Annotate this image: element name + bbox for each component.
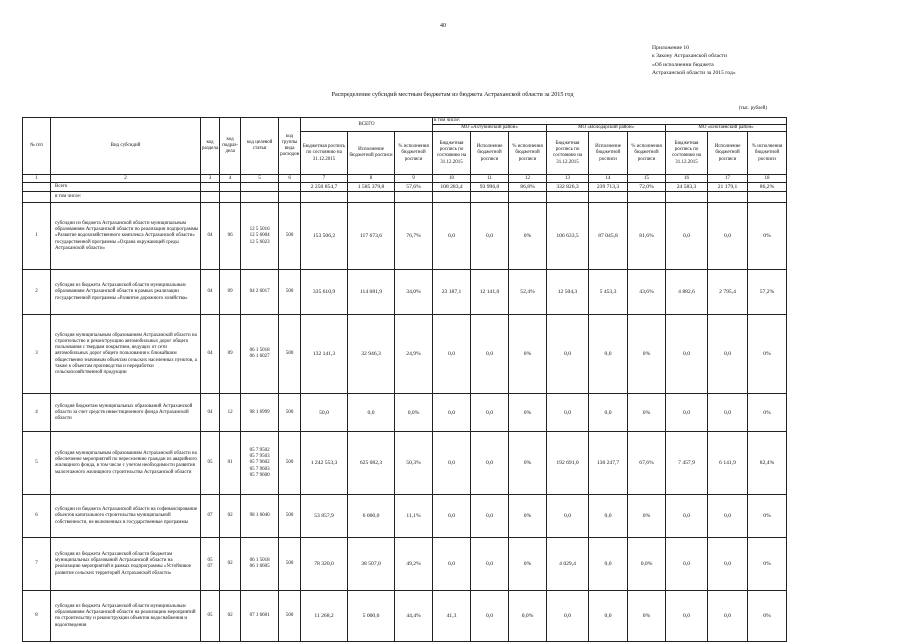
empty-cell [471, 192, 509, 203]
table-row [23, 432, 787, 495]
header-in-that: в том числе: [433, 118, 787, 125]
row-number: 5 [23, 432, 51, 495]
value-cell: 0,0 [547, 315, 589, 394]
expense-group-code: 500 [279, 315, 301, 394]
subsidy-name: субсидии из бюджета Астраханской области муниципальным образованиям Астраханской области по реализации подпрограммы «Развитие водохозяйственного комплекса Астраханской области» государственной программы «Охрана окружающей среды Астраханской области» [51, 203, 201, 270]
value-cell: 0,0 [471, 591, 509, 642]
header-mo-enotaevsky: МО «Енотаевский район» [666, 125, 787, 132]
value-cell: 1 242 553,3 [301, 432, 348, 495]
value-cell: 0,0 [666, 203, 708, 270]
value-cell: 12 504,3 [547, 270, 589, 315]
value-cell: 0% [748, 495, 787, 538]
column-number: 15 [628, 175, 666, 183]
subsidy-name: субсидия из бюджета Астраханской области муниципальным образованиям Астраханской области на реализацию мероприятий по строительству и реконструкции объектов водоснабжения и водоотведения [51, 591, 201, 642]
value-cell: 0,0 [589, 315, 628, 394]
total-label: Всего [51, 183, 201, 192]
razdel-code: 04 [201, 270, 220, 315]
podrazdel-code: 12 [220, 394, 241, 432]
column-number: 17 [708, 175, 748, 183]
value-cell: 0,0 [589, 495, 628, 538]
value-cell: 0,0 [708, 394, 748, 432]
header-num: № п/п [23, 118, 51, 175]
header-mo-volodarsky: МО «Володарский район» [547, 125, 666, 132]
header-pct: % исполнения бюджетной росписи [628, 132, 666, 175]
header-mo-akhtubinsky: МО «Ахтубинский район» [433, 125, 547, 132]
value-cell: 0% [509, 495, 547, 538]
appendix-line: Приложение 10 [652, 45, 690, 51]
table-row [23, 270, 787, 315]
value-cell: 0,0 [666, 591, 708, 642]
subsidy-table [22, 117, 787, 642]
target-article-code: 98 1 6040 [241, 495, 279, 538]
value-cell: 0,0 [708, 315, 748, 394]
column-number: 9 [395, 175, 433, 183]
empty-cell [589, 192, 628, 203]
razdel-code: 05 [201, 432, 220, 495]
value-cell: 5 453,3 [589, 270, 628, 315]
value-cell: 0,0 [547, 591, 589, 642]
appendix-line: к Закону Астраханской области [652, 53, 727, 60]
table-row [23, 495, 787, 538]
header-pct: % исполнения бюджетной росписи [748, 132, 787, 175]
empty-cell [628, 192, 666, 203]
total-value: 239 713,3 [589, 183, 628, 192]
value-cell: 4 882,6 [666, 270, 708, 315]
value-cell: 0,0 [708, 538, 748, 591]
value-cell: 67,6% [628, 432, 666, 495]
empty-cell [201, 183, 220, 192]
podrazdel-code: 09 [220, 270, 241, 315]
empty-cell [547, 192, 589, 203]
value-cell: 0,0 [708, 203, 748, 270]
empty-cell [241, 183, 279, 192]
empty-cell [748, 192, 787, 203]
total-value: 108 283,4 [433, 183, 471, 192]
expense-group-code: 500 [279, 394, 301, 432]
row-number: 1 [23, 203, 51, 270]
podrazdel-code: 01 [220, 432, 241, 495]
value-cell: 7 457,9 [666, 432, 708, 495]
value-cell: 0,0 [547, 394, 589, 432]
value-cell: 12 141,0 [471, 270, 509, 315]
value-cell: 0,0 [433, 394, 471, 432]
header-name: Вид субсидий [51, 118, 201, 175]
table-row [23, 315, 787, 394]
header-plan: Бюджетная роспись по состоянию на 31.12.2015 [433, 132, 471, 175]
value-cell: 106 633,5 [547, 203, 589, 270]
target-article-code: 04 2 6017 [241, 270, 279, 315]
header-plan: Бюджетная роспись по состоянию на 31.12.2015 [666, 132, 708, 175]
value-cell: 0,0 [708, 591, 748, 642]
row-number: 2 [23, 270, 51, 315]
value-cell: 0,0 [708, 495, 748, 538]
value-cell: 0% [748, 591, 787, 642]
column-number: 2 [51, 175, 201, 183]
column-number: 3 [201, 175, 220, 183]
value-cell: 0,0 [666, 495, 708, 538]
value-cell: 0% [509, 315, 547, 394]
value-cell: 0,0 [433, 538, 471, 591]
column-number: 11 [471, 175, 509, 183]
target-article-code: 07 1 6601 [241, 591, 279, 642]
expense-group-code: 500 [279, 591, 301, 642]
subsidy-name: субсидия из бюджета Астраханской области бюджетам муниципальных образований Астраханской области на реализацию мероприятий в рамках подпрограммы «Устойчивое развитие сельских территорий Астраханской области» [51, 538, 201, 591]
row-number: 8 [23, 591, 51, 642]
table-row [23, 203, 787, 270]
podrazdel-code: 02 [220, 495, 241, 538]
razdel-code: 04 [201, 315, 220, 394]
empty-cell [241, 192, 279, 203]
value-cell: 24,9% [395, 315, 433, 394]
column-number: 4 [220, 175, 241, 183]
target-article-code: 12 5 5016 12 5 6004 12 5 6023 [241, 203, 279, 270]
column-number: 1 [23, 175, 51, 183]
value-cell: 53 857,9 [301, 495, 348, 538]
empty-cell [348, 192, 395, 203]
appendix-line: «Об исполнении бюджета [652, 61, 714, 68]
value-cell: 153 506,2 [301, 203, 348, 270]
total-num [23, 183, 51, 192]
value-cell: 6 141,9 [708, 432, 748, 495]
value-cell: 0,0 [348, 394, 395, 432]
value-cell: 0% [748, 315, 787, 394]
expense-group-code: 500 [279, 538, 301, 591]
value-cell: 114 081,9 [348, 270, 395, 315]
column-number: 16 [666, 175, 708, 183]
value-cell: 82,4% [748, 432, 787, 495]
value-cell: 0,0 [666, 315, 708, 394]
value-cell: 11,1% [395, 495, 433, 538]
header-fact: Исполнение бюджетной росписи [471, 132, 509, 175]
appendix-note [652, 44, 736, 78]
value-cell: 0% [509, 538, 547, 591]
appendix-line: Астраханской области за 2015 год» [652, 70, 736, 77]
empty-cell [433, 192, 471, 203]
value-cell: 130 247,7 [589, 432, 628, 495]
value-cell: 0,0% [628, 538, 666, 591]
value-cell: 0% [748, 538, 787, 591]
empty-cell [220, 183, 241, 192]
column-number: 12 [509, 175, 547, 183]
value-cell: 0,0 [471, 495, 509, 538]
total-value: 93 996,0 [471, 183, 509, 192]
empty-cell [201, 192, 220, 203]
value-cell: 52,4% [509, 270, 547, 315]
empty-cell [395, 192, 433, 203]
header-total: ВСЕГО [301, 118, 433, 132]
empty-cell [279, 192, 301, 203]
razdel-code: 05 [201, 591, 220, 642]
value-cell: 0% [509, 203, 547, 270]
total-value: 57,6% [395, 183, 433, 192]
razdel-code: 05 07 [201, 538, 220, 591]
value-cell: 34,0% [395, 270, 433, 315]
header-plan: Бюджетная роспись по состоянию на 31.12.2015 [301, 132, 348, 175]
header-target-article: код целевой статьи [241, 118, 279, 175]
column-number: 14 [589, 175, 628, 183]
empty-cell [708, 192, 748, 203]
expense-group-code: 500 [279, 495, 301, 538]
column-number: 10 [433, 175, 471, 183]
total-value: 21 179,1 [708, 183, 748, 192]
header-pct: % исполнения бюджетной росписи [395, 132, 433, 175]
value-cell: 117 673,6 [348, 203, 395, 270]
value-cell: 0% [628, 495, 666, 538]
value-cell: 132 141,3 [301, 315, 348, 394]
empty-cell [666, 192, 708, 203]
page-number: 40 [440, 23, 446, 29]
value-cell: 0,0 [433, 495, 471, 538]
empty-cell [509, 192, 547, 203]
value-cell: 0,0 [589, 591, 628, 642]
razdel-code: 04 [201, 203, 220, 270]
value-cell: 87 045,8 [589, 203, 628, 270]
value-cell: 0,0 [589, 394, 628, 432]
header-fact: Исполнение бюджетной росписи [589, 132, 628, 175]
value-cell: 43,6% [628, 270, 666, 315]
value-cell: 625 082,3 [348, 432, 395, 495]
column-number-row [23, 175, 787, 183]
value-cell: 0% [748, 203, 787, 270]
value-cell: 78 320,0 [301, 538, 348, 591]
value-cell: 2 795,4 [708, 270, 748, 315]
expense-group-code: 500 [279, 270, 301, 315]
row-number: 6 [23, 495, 51, 538]
header-expense-group: код группы вида расходов [279, 118, 301, 175]
podrazdel-code: 09 [220, 315, 241, 394]
value-cell: 0% [509, 432, 547, 495]
value-cell: 0,0 [666, 394, 708, 432]
target-article-code: 06 1 5018 06 1 6605 [241, 538, 279, 591]
total-value: 86,8% [509, 183, 547, 192]
header-razdel: код раздела [201, 118, 220, 175]
total-value: 24 583,3 [666, 183, 708, 192]
value-cell: 38 507,0 [348, 538, 395, 591]
target-article-code: 06 1 5018 06 1 6027 [241, 315, 279, 394]
value-cell: 0,0 [666, 538, 708, 591]
column-number: 18 [748, 175, 787, 183]
value-cell: 4 029,4 [547, 538, 589, 591]
header-fact: Исполнение бюджетной росписи [348, 132, 395, 175]
empty-cell [301, 192, 348, 203]
value-cell: 32 946,3 [348, 315, 395, 394]
document-title: Распределение субсидий местным бюджетам из бюджета Астраханской области за 2015 год [331, 91, 574, 98]
value-cell: 0,0% [509, 591, 547, 642]
in-that-label: в том числе: [51, 192, 201, 203]
total-value: 2 250 854,7 [301, 183, 348, 192]
value-cell: 0,0 [471, 538, 509, 591]
empty-cell [220, 192, 241, 203]
table-row [23, 394, 787, 432]
value-cell: 41,3 [433, 591, 471, 642]
value-cell: 0% [628, 315, 666, 394]
empty-cell [23, 192, 51, 203]
header-podrazdel: код подраз-дела [220, 118, 241, 175]
header-fact: Исполнение бюджетной росписи [708, 132, 748, 175]
value-cell: 0% [509, 394, 547, 432]
value-cell: 76,7% [395, 203, 433, 270]
value-cell: 11 268,2 [301, 591, 348, 642]
column-number: 5 [241, 175, 279, 183]
value-cell: 23 187,1 [433, 270, 471, 315]
row-number: 7 [23, 538, 51, 591]
table-body [23, 183, 787, 642]
value-cell: 0,0 [471, 203, 509, 270]
razdel-code: 04 [201, 394, 220, 432]
value-cell: 49,2% [395, 538, 433, 591]
expense-group-code: 500 [279, 432, 301, 495]
column-number: 8 [348, 175, 395, 183]
subsidy-name: субсидия бюджетам муниципальных образований Астраханской области за счет средств инвестиционного фонда Астраханской области [51, 394, 201, 432]
value-cell: 192 691,0 [547, 432, 589, 495]
total-value: 1 585 379,8 [348, 183, 395, 192]
value-cell: 0,0 [433, 203, 471, 270]
value-cell: 50,3% [395, 432, 433, 495]
value-cell: 6 000,0 [348, 495, 395, 538]
table-row [23, 538, 787, 591]
value-cell: 0% [748, 394, 787, 432]
value-cell: 44,4% [395, 591, 433, 642]
target-article-code: 98 1 6999 [241, 394, 279, 432]
value-cell: 0% [628, 394, 666, 432]
value-cell: 0% [628, 591, 666, 642]
total-value: 72,0% [628, 183, 666, 192]
podrazdel-code: 02 [220, 591, 241, 642]
value-cell: 5 000,0 [348, 591, 395, 642]
table-header [23, 118, 787, 183]
value-cell: 0,0 [471, 432, 509, 495]
header-plan: Бюджетная роспись по состоянию на 31.12.2015 [547, 132, 589, 175]
in-that-row [23, 192, 787, 203]
target-article-code: 05 7 9502 05 7 9503 05 7 9602 05 7 9603 05 7 9600 [241, 432, 279, 495]
subsidy-name: субсидия муниципальным образованиям Астраханской области на строительство и реконструкцию автомобильных дорог общего пользования с твердым покрытием, ведущих от сети автомобильных дорог общего пользования к ближайшим общественно значимым объектам сельских населенных пунктов, а также к объектам производства и переработки сельскохозяйственной продукции [51, 315, 201, 394]
value-cell: 57,2% [748, 270, 787, 315]
expense-group-code: 500 [279, 203, 301, 270]
razdel-code: 07 [201, 495, 220, 538]
subsidy-name: субсидии из бюджета Астраханской области на софинансирование объектов капитального строительства муниципальной собственности, не включенных в государственные программы [51, 495, 201, 538]
row-number: 3 [23, 315, 51, 394]
value-cell: 0,0 [471, 394, 509, 432]
value-cell: 335 610,9 [301, 270, 348, 315]
total-value: 86,2% [748, 183, 787, 192]
column-number: 7 [301, 175, 348, 183]
value-cell: 81,6% [628, 203, 666, 270]
value-cell: 0,0 [471, 315, 509, 394]
table-row [23, 591, 787, 642]
total-row [23, 183, 787, 192]
podrazdel-code: 02 [220, 538, 241, 591]
value-cell: 0,0 [433, 432, 471, 495]
podrazdel-code: 06 [220, 203, 241, 270]
header-pct: % исполнения бюджетной росписи [509, 132, 547, 175]
value-cell: 0,0% [395, 394, 433, 432]
row-number: 4 [23, 394, 51, 432]
column-number: 6 [279, 175, 301, 183]
value-cell: 0,0 [433, 315, 471, 394]
value-cell: 0,0 [547, 495, 589, 538]
value-cell: 50,0 [301, 394, 348, 432]
total-value: 332 826,3 [547, 183, 589, 192]
subsidy-name: субсидия муниципальным образованиям Астраханской области на обеспечение мероприятий по переселению граждан из аварийного жилищного фонда, в том числе с учетом необходимости развития малоэтажного жилищного строительства Астраханской области [51, 432, 201, 495]
units-note: (тыс. рублей) [738, 106, 767, 111]
subsidy-name: субсидия из бюджета Астраханской области муниципальным образованиям Астраханской области в рамках реализации государственной программы «Развитие дорожного хозяйства» [51, 270, 201, 315]
empty-cell [279, 183, 301, 192]
column-number: 13 [547, 175, 589, 183]
value-cell: 0,0 [589, 538, 628, 591]
